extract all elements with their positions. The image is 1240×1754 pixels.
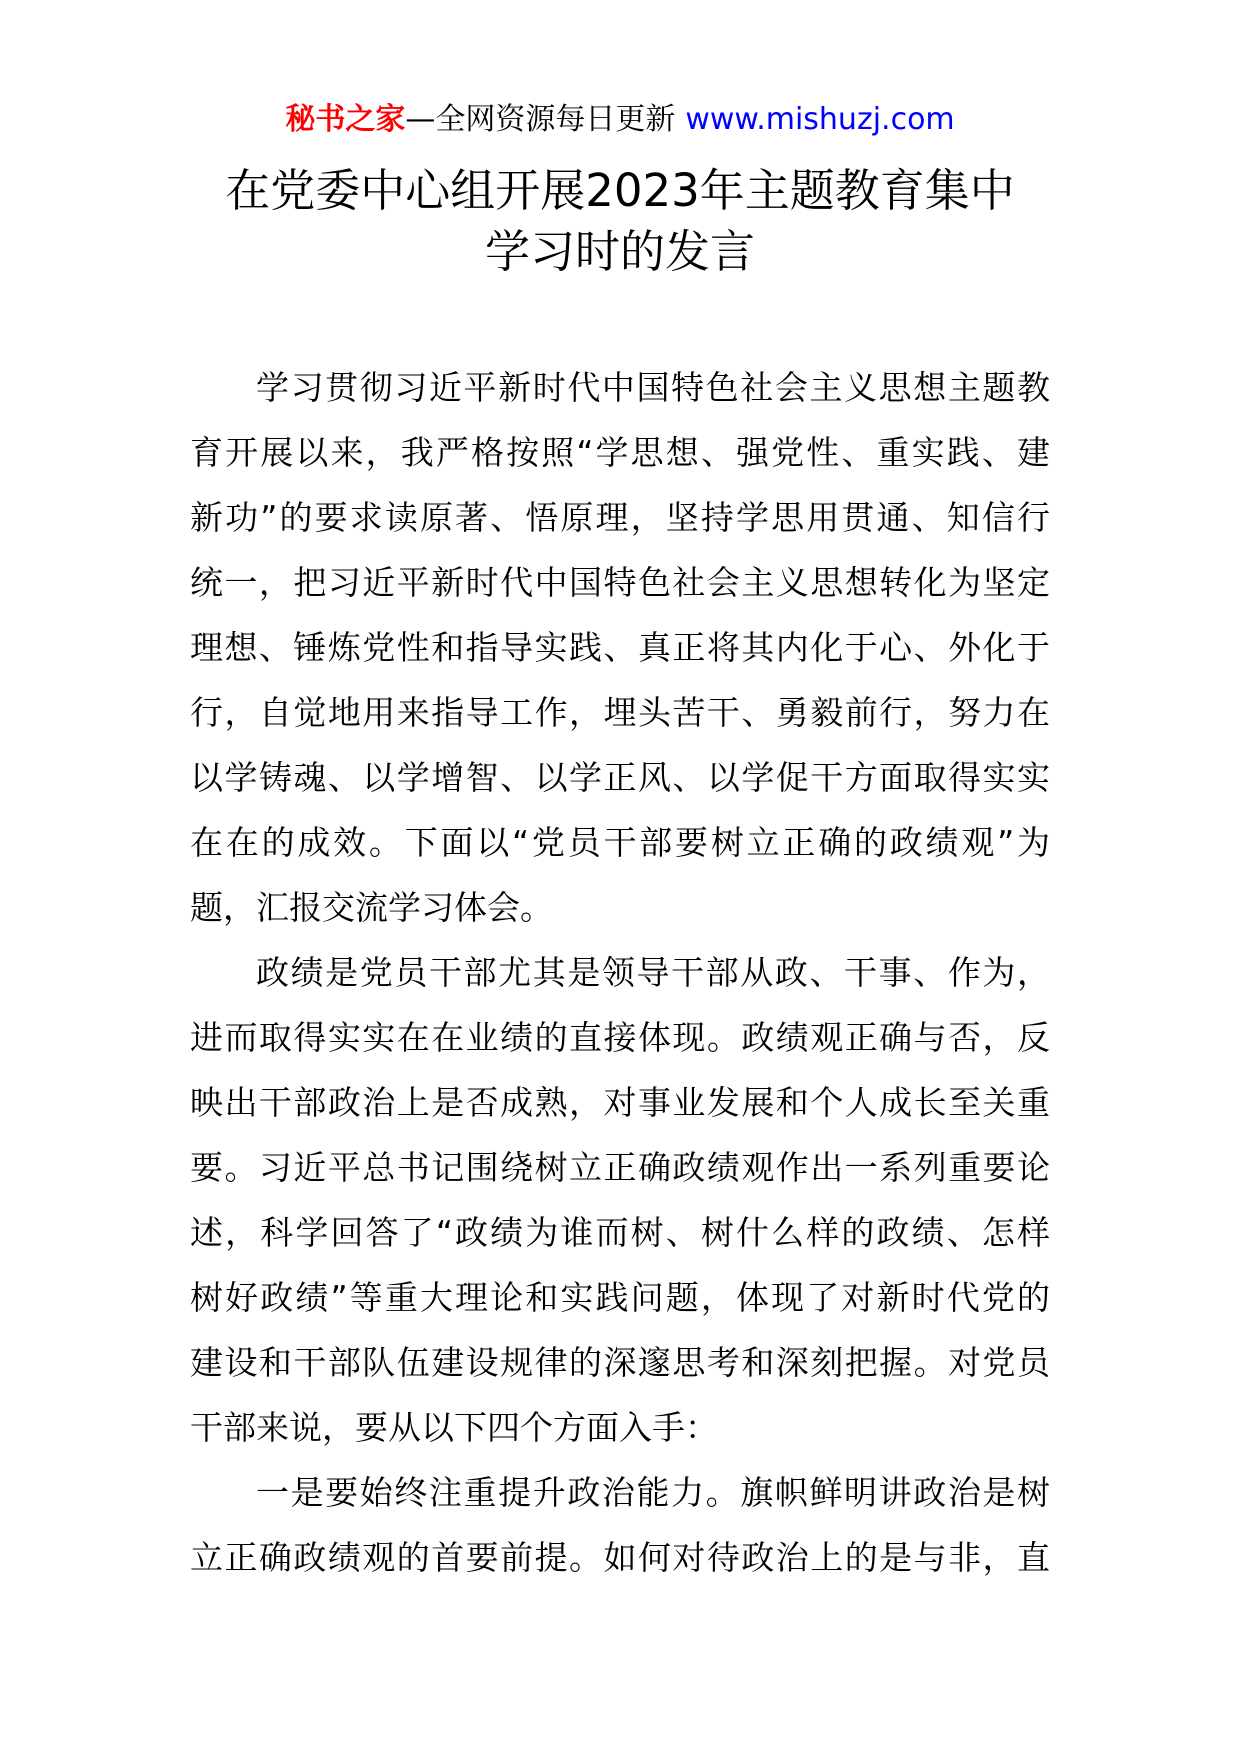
text-line: 政绩是党员干部尤其是领导干部从政、干事、作为， xyxy=(256,953,1050,992)
text-line: 育开展以来，我严格按照“学思想、强党性、重实践、建 xyxy=(190,433,1050,472)
site-brand: 秘书之家 xyxy=(285,102,406,137)
text-line: 干部来说，要从以下四个方面入手： xyxy=(190,1408,718,1447)
text-line: 行，自觉地用来指导工作，埋头苦干、勇毅前行，努力在 xyxy=(190,693,1050,732)
paragraph-point-one xyxy=(190,1460,1050,1590)
text-line: 一是要始终注重提升政治能力。旗帜鲜明讲政治是树 xyxy=(256,1473,1050,1512)
title-line: 在党委中心组开展2023年主题教育集中 xyxy=(225,164,1015,217)
title-line: 学习时的发言 xyxy=(484,225,755,278)
text-line: 要。习近平总书记围绕树立正确政绩观作出一系列重要论 xyxy=(190,1148,1050,1187)
document-title xyxy=(150,160,1090,282)
text-line: 树好政绩”等重大理论和实践问题，体现了对新时代党的 xyxy=(190,1278,1050,1317)
text-line: 理想、锤炼党性和指导实践、真正将其内化于心、外化于 xyxy=(190,628,1050,667)
text-line: 立正确政绩观的首要前提。如何对待政治上的是与非，直 xyxy=(190,1538,1050,1577)
text-line: 学习贯彻习近平新时代中国特色社会主义思想主题教 xyxy=(256,368,1050,407)
site-header xyxy=(0,100,1240,140)
text-line: 在在的成效。下面以“党员干部要树立正确的政绩观”为 xyxy=(190,823,1050,862)
text-line: 建设和干部队伍建设规律的深邃思考和深刻把握。对党员 xyxy=(190,1343,1050,1382)
text-line: 新功”的要求读原著、悟原理，坚持学思用贯通、知信行 xyxy=(190,498,1050,537)
text-line: 统一，把习近平新时代中国特色社会主义思想转化为坚定 xyxy=(190,563,1050,602)
site-tagline: —全网资源每日更新 xyxy=(405,102,676,137)
site-url-link[interactable]: www.mishuzj.com xyxy=(685,102,955,137)
paragraph-intro xyxy=(190,355,1050,940)
text-line: 述，科学回答了“政绩为谁而树、树什么样的政绩、怎样 xyxy=(190,1213,1050,1252)
text-line: 题，汇报交流学习体会。 xyxy=(190,888,553,927)
paragraph-political-achievements xyxy=(190,940,1050,1460)
document-body xyxy=(190,355,1050,1590)
text-line: 映出干部政治上是否成熟，对事业发展和个人成长至关重 xyxy=(190,1083,1050,1122)
text-line: 以学铸魂、以学增智、以学正风、以学促干方面取得实实 xyxy=(190,758,1050,797)
text-line: 进而取得实实在在业绩的直接体现。政绩观正确与否，反 xyxy=(190,1018,1050,1057)
